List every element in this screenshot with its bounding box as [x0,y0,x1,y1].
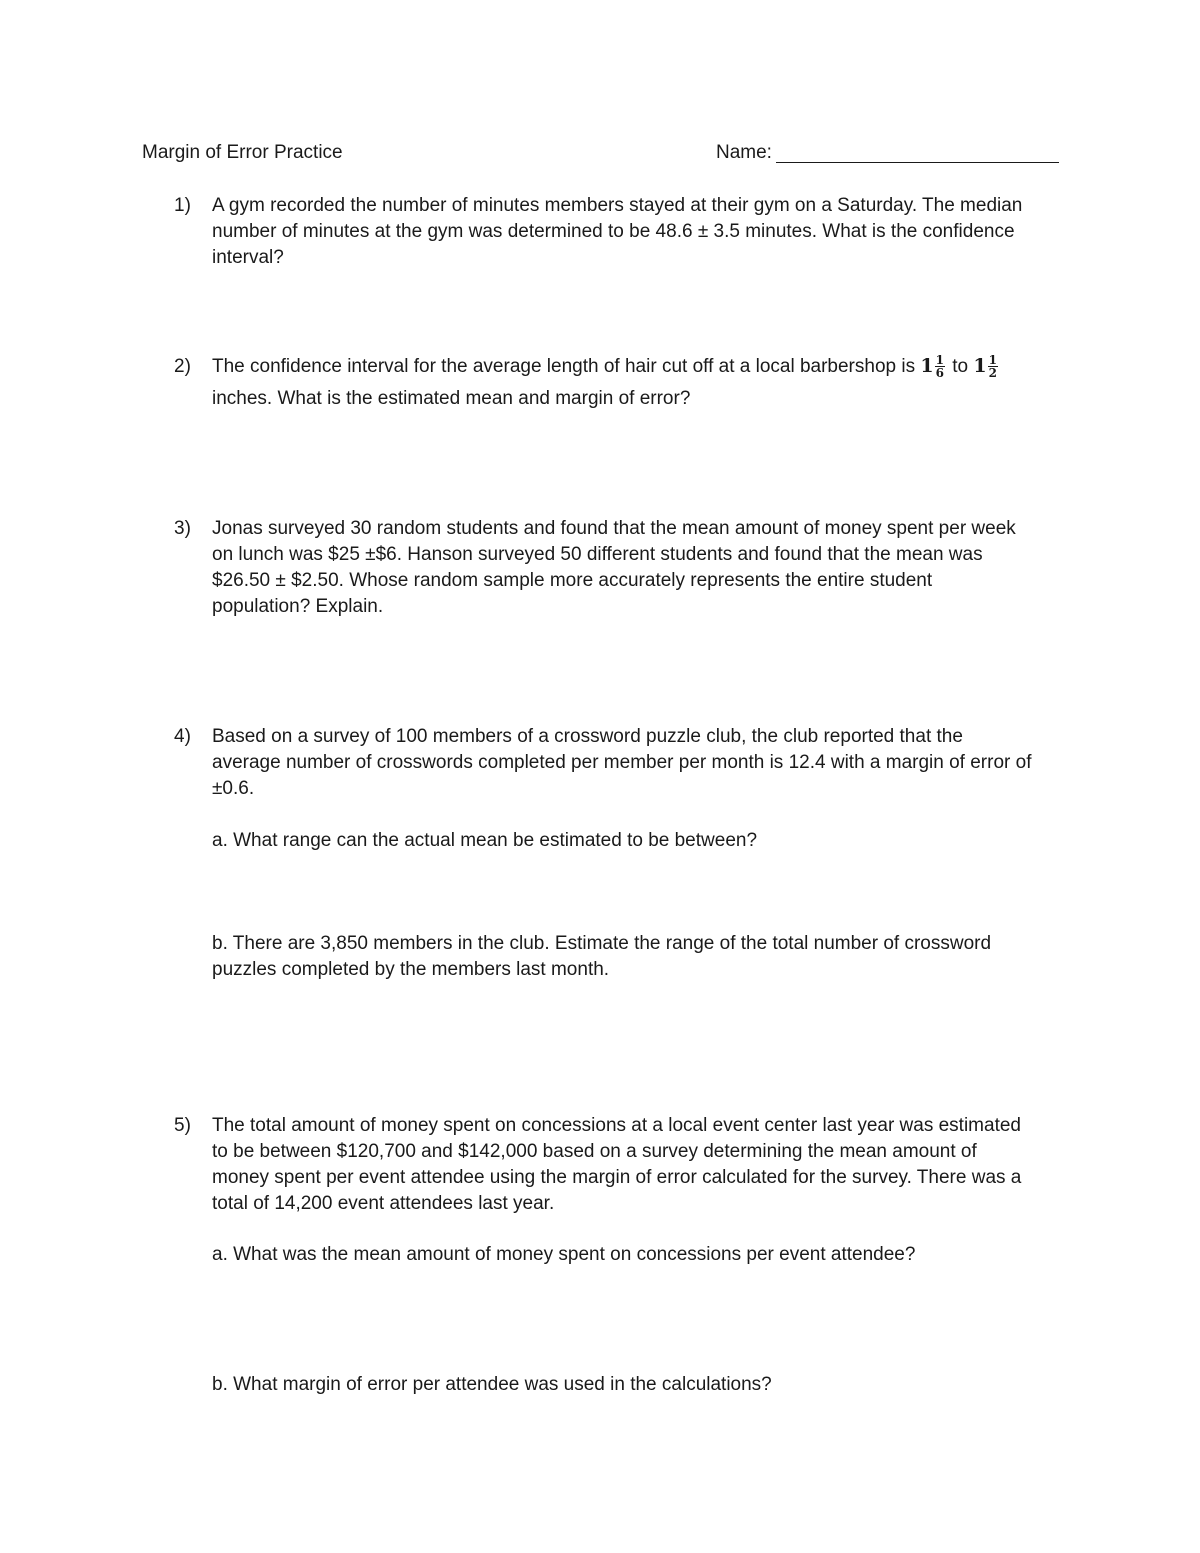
question-5-part-b: b. What margin of error per attendee was used in the calculations? [212,1374,772,1395]
question-2-line-1 [212,350,1062,383]
question-1-line: number of minutes at the gym was determined to be 48.6 ± 3.5 minutes. What is the confidence [212,221,1015,242]
question-5-line: money spent per event attendee using the margin of error calculated for the survey. There was a [212,1167,1022,1188]
question-3-line: on lunch was $25 ±$6. Hanson surveyed 50 different students and found that the mean was [212,544,983,565]
fraction-2 [988,354,998,379]
name-blank-field[interactable] [776,162,1059,163]
question-4-part-a: a. What range can the actual mean be estimated to be between? [212,830,758,851]
question-5-line: to be between $120,700 and $142,000 based on a survey determining the mean amount of [212,1141,977,1162]
question-3-number: 3) [174,518,191,539]
name-label: Name: [716,142,772,163]
question-1-line: interval? [212,247,284,268]
question-5-line: total of 14,200 event attendees last year. [212,1193,555,1214]
question-3-line: population? Explain. [212,596,384,617]
question-2-connector: to [952,356,969,377]
question-2-text [212,350,1062,383]
question-5-part-a: a. What was the mean amount of money spent on concessions per event attendee? [212,1244,916,1265]
question-4-part-b-line: b. There are 3,850 members in the club. Estimate the range of the total number of crossword [212,933,992,954]
question-5-line: The total amount of money spent on concessions at a local event center last year was estimated [212,1115,1021,1136]
question-2-line-2: inches. What is the estimated mean and margin of error? [212,388,691,409]
question-4-part-b-line: puzzles completed by the members last month. [212,959,610,980]
question-4-part-b [212,931,1062,983]
fraction-1 [935,354,945,379]
question-4-line: ±0.6. [212,778,255,799]
worksheet-title: Margin of Error Practice [142,142,343,163]
question-3-line: $26.50 ± $2.50. Whose random sample more accurately represents the entire student [212,570,933,591]
question-3-text [212,516,1062,620]
fraction-1-whole: 1 [920,355,934,377]
fraction-2-whole: 1 [973,355,987,377]
question-5-text [212,1113,1062,1217]
question-2-number: 2) [174,356,191,377]
question-4-number: 4) [174,726,191,747]
question-5-number: 5) [174,1115,191,1136]
question-4-line: Based on a survey of 100 members of a crossword puzzle club, the club reported that the [212,726,963,747]
fraction-2-numerator: 1 [988,353,997,368]
question-4-text [212,724,1062,802]
question-4-line: average number of crosswords completed per member per month is 12.4 with a margin of error of [212,752,1032,773]
question-1-text [212,193,1062,271]
fraction-2-denominator: 2 [988,366,997,381]
question-1-number: 1) [174,195,191,216]
question-1-line: A gym recorded the number of minutes members stayed at their gym on a Saturday. The median [212,195,1023,216]
question-2-prefix: The confidence interval for the average length of hair cut off at a local barbershop is [212,356,916,377]
fraction-1-denominator: 6 [935,366,944,381]
question-3-line: Jonas surveyed 30 random students and found that the mean amount of money spent per week [212,518,1016,539]
fraction-1-numerator: 1 [935,353,944,368]
